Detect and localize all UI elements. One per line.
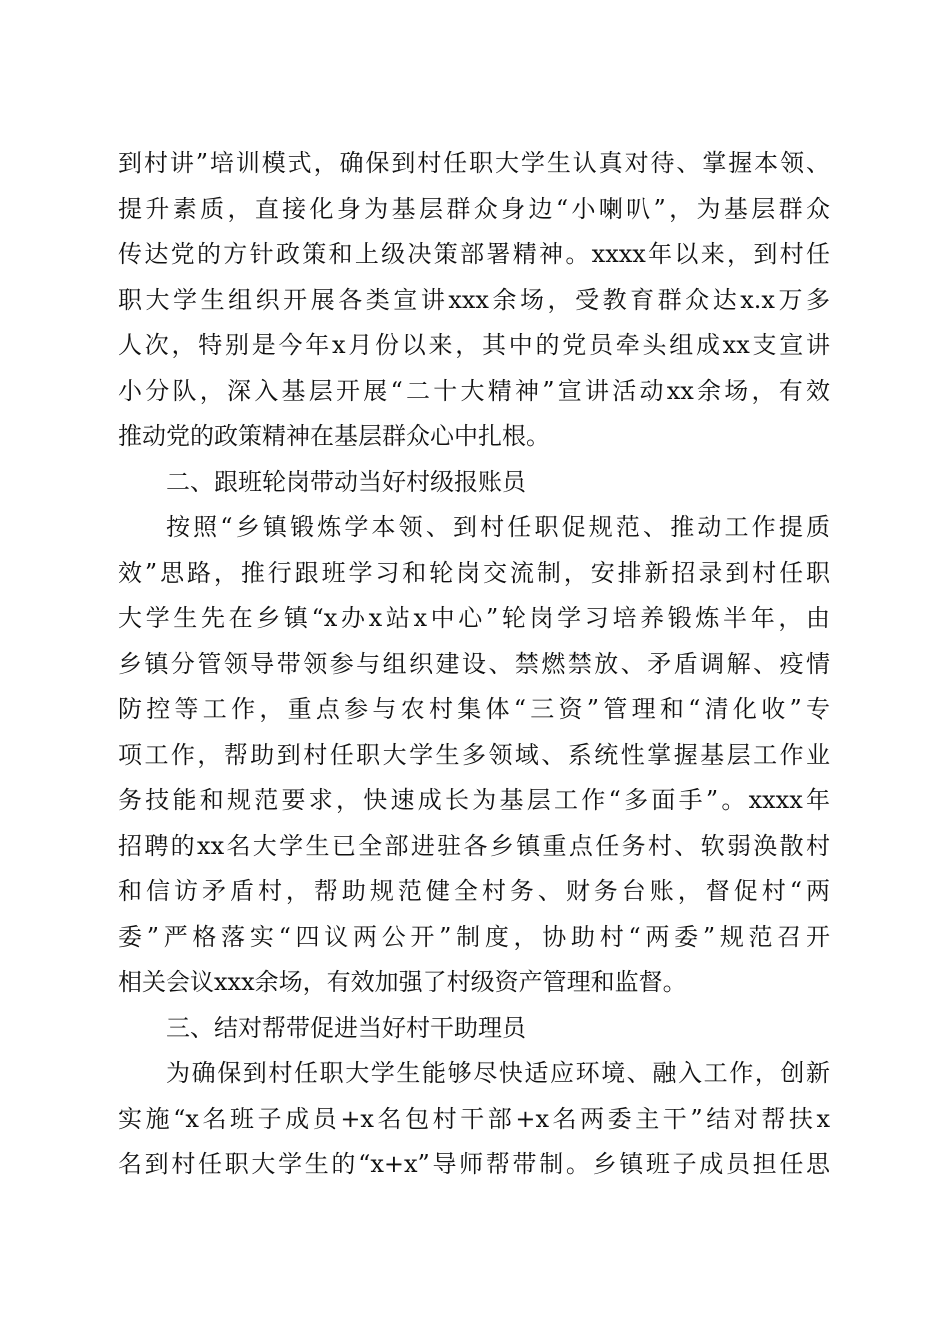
section-heading-2: 二、跟班轮岗带动当好村级报账员 [166,467,526,496]
text-line: 招聘的xx名大学生已全部进驻各乡镇重点任务村、软弱涣散村 [118,831,830,860]
text-line: 职大学生组织开展各类宣讲xxx余场，受教育群众达x.x万多 [118,285,830,314]
text-line: 大学生先在乡镇“x办x站x中心”轮岗学习培养锻炼半年，由 [118,604,830,632]
text-line: 委”严格落实“四议两公开”制度，协助村“两委”规范召开 [118,922,830,951]
text-line: 到村讲”培训模式，确保到村任职大学生认真对待、掌握本领、 [118,149,830,177]
text-line: 务技能和规范要求，快速成长为基层工作“多面手”。xxxx年 [118,786,830,814]
text-line: 小分队，深入基层开展“二十大精神”宣讲活动xx余场，有效 [118,376,830,405]
document-body [118,141,830,1188]
paragraph-2 [118,505,830,1006]
text-line: 乡镇分管领导带领参与组织建设、禁燃禁放、矛盾调解、疫情 [118,649,830,678]
text-line: 人次，特别是今年x月份以来，其中的党员牵头组成xx支宣讲 [118,331,830,359]
text-line: 提升素质，直接化身为基层群众身边“小喇叭”，为基层群众 [118,194,830,223]
text-line: 为确保到村任职大学生能够尽快适应环境、融入工作，创新 [166,1059,830,1087]
text-line: 名到村任职大学生的“x+x”导师帮带制。乡镇班子成员担任思 [118,1150,830,1178]
text-line: 和信访矛盾村，帮助规范健全村务、财务台账，督促村“两 [118,877,830,905]
text-line: 按照“乡镇锻炼学本领、到村任职促规范、推动工作提质 [166,513,830,541]
paragraph-1 [118,141,830,460]
paragraph-3 [118,1051,830,1188]
section-heading-3: 三、结对帮带促进当好村干助理员 [166,1013,526,1042]
text-line: 推动党的政策精神在基层群众心中扎根。 [118,422,550,450]
text-line: 相关会议xxx余场，有效加强了村级资产管理和监督。 [118,968,687,996]
text-line: 传达党的方针政策和上级决策部署精神。xxxx年以来，到村任 [118,240,830,268]
text-line: 项工作，帮助到村任职大学生多领域、系统性掌握基层工作业 [118,740,830,769]
text-line: 防控等工作，重点参与农村集体“三资”管理和“清化收”专 [118,695,830,723]
text-line: 效”思路，推行跟班学习和轮岗交流制，安排新招录到村任职 [118,558,830,587]
text-line: 实施“x名班子成员+x名包村干部+x名两委主干”结对帮扶x [118,1104,830,1133]
